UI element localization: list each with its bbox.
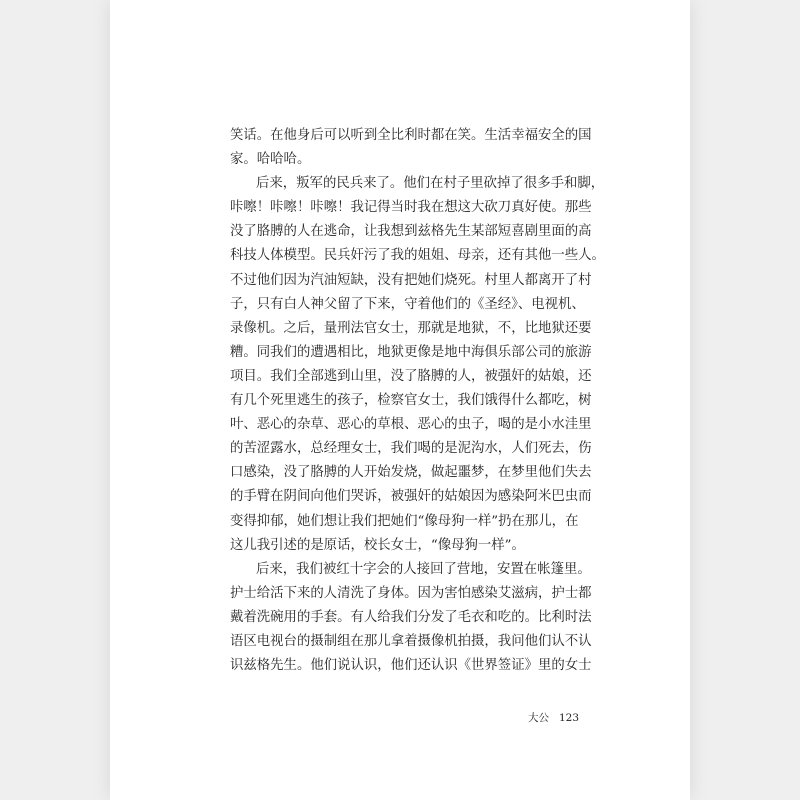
text-line: 识兹格先生。他们说认识，他们还认识《世界签证》里的女士 xyxy=(230,658,592,674)
text-line: 的苦涩露水，总经理女士，我们喝的是泥沟水，人们死去，伤 xyxy=(230,441,592,457)
text-line: 的手臂在阴间向他们哭诉，被强奸的姑娘因为感染阿米巴虫而 xyxy=(230,489,592,505)
text-line: 笑话。在他身后可以听到全比利时都在笑。生活幸福安全的国 xyxy=(230,128,592,143)
text-line: 变得抑郁，她们想让我们把她们“像母狗一样”扔在那儿，在 xyxy=(230,513,579,529)
text-line: 有几个死里逃生的孩子，检察官女士，我们饿得什么都吃，树 xyxy=(230,393,592,409)
text-line: 子，只有白人神父留了下来，守着他们的《圣经》、电视机、 xyxy=(230,296,585,312)
text-line: 口感染，没了胳膊的人开始发烧，做起噩梦，在梦里他们失去 xyxy=(230,465,592,481)
text-line: 录像机。之后，量刑法官女士，那就是地狱，不，比地狱还要 xyxy=(230,320,592,336)
text-line: 语区电视台的摄制组在那儿拿着摄像机拍摄，我问他们认不认 xyxy=(230,633,592,649)
text-line: 没了胳膊的人在逃命，让我想到兹格先生某部短喜剧里面的高 xyxy=(230,224,592,240)
page-footer xyxy=(528,710,579,725)
book-page xyxy=(110,0,690,800)
text-line: 项目。我们全部逃到山里，没了胳膊的人，被强奸的姑娘，还 xyxy=(230,368,592,384)
body-text xyxy=(230,124,605,678)
text-line: 戴着洗碗用的手套。有人给我们分发了毛衣和吃的。比利时法 xyxy=(230,609,592,625)
page-number: 123 xyxy=(559,712,580,724)
text-line: 糟。同我们的遭遇相比，地狱更像是地中海俱乐部公司的旅游 xyxy=(230,344,592,360)
paragraph-start-line: 后来，叛军的民兵来了。他们在村子里砍掉了很多手和脚， xyxy=(256,176,605,192)
text-line: 咔嚓！咔嚓！咔嚓！我记得当时我在想这大砍刀真好使。那些 xyxy=(230,200,592,216)
text-line: 叶、恶心的杂草、恶心的草根、恶心的虫子，喝的是小水洼里 xyxy=(230,417,592,433)
text-line: 不过他们因为汽油短缺，没有把她们烧死。村里人都离开了村 xyxy=(230,272,592,288)
text-line: 科技人体模型。民兵奸污了我的姐姐、母亲，还有其他一些人。 xyxy=(230,248,605,264)
text-line: 家。哈哈哈。 xyxy=(230,152,311,168)
paragraph-start-line: 后来，我们被红十字会的人接回了营地，安置在帐篷里。 xyxy=(256,561,591,577)
text-line: 护士给活下来的人清洗了身体。因为害怕感染艾滋病，护士都 xyxy=(230,585,592,601)
running-title: 大公 xyxy=(528,712,549,724)
text-line: 这儿我引述的是原话，校长女士，“像母狗一样”。 xyxy=(230,537,525,553)
